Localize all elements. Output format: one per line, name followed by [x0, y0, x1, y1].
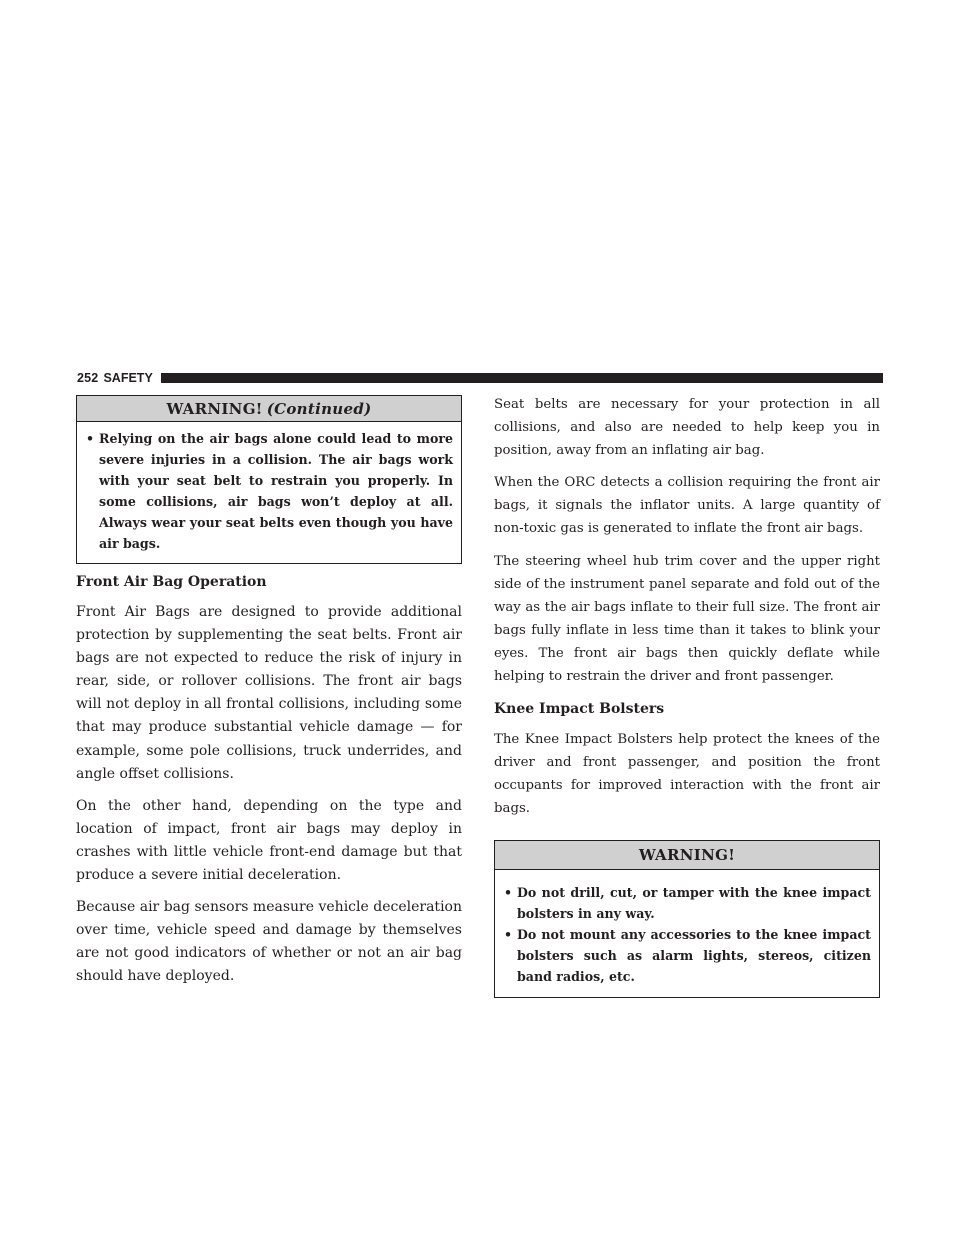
- page-header: [77, 371, 883, 385]
- warning-item: [86, 428, 453, 554]
- paragraph: Seat belts are necessary for your protection in all collisions, and also are needed to help keep you in position, away from an inflating air bag.: [494, 397, 880, 459]
- header-rule: [161, 373, 883, 383]
- paragraph: Front Air Bags are designed to provide additional protection by supplementing the seat belts. Front air bags are not expected to reduce the risk of injury in rear, side, or rollover collisions. The front air bags will not deploy in all frontal collisions, including some that may produce substantial vehicle damage — for example, some pole collisions, truck underrides, and angle offset collisions.: [76, 604, 462, 782]
- right-column: [494, 395, 880, 998]
- warning-body: [495, 870, 879, 997]
- warning-body: [77, 422, 461, 563]
- section-heading: Knee Impact Bolsters: [494, 701, 665, 718]
- section-title: SAFETY: [103, 371, 153, 385]
- warning-title: WARNING!: [638, 845, 736, 864]
- warning-heading: [77, 396, 461, 422]
- warning-item: [504, 924, 871, 987]
- bullet-glyph: •: [86, 431, 95, 446]
- warning-item-text: Relying on the air bags alone could lead to more severe injuries in a collision. The air bags work with your seat belt to restrain you properly. In some collisions, air bags won’t deploy at all. Always wear your seat belts even though you have air bags.: [99, 431, 453, 551]
- paragraph: On the other hand, depending on the type and location of impact, front air bags may deploy in crashes with little vehicle front-end damage but that produce a severe initial deceleration.: [76, 797, 462, 884]
- paragraph: The Knee Impact Bolsters help protect the knees of the driver and front passenger, and position the front occupants for improved interaction with the front air bags.: [494, 732, 880, 817]
- section-heading: Front Air Bag Operation: [76, 574, 267, 590]
- warning-box: [494, 840, 880, 998]
- page-number: 252: [77, 371, 99, 385]
- paragraph: The steering wheel hub trim cover and the upper right side of the instrument panel separate and fold out of the way as the air bags inflate to their full size. The front air bags fully inflate in less time than it takes to blink your eyes. The front air bags then quickly deflate while helping to restrain the driver and front passenger.: [494, 553, 880, 685]
- paragraph: Because air bag sensors measure vehicle deceleration over time, vehicle speed and damage by themselves are not good indicators of whether or not an air bag should have deployed.: [76, 899, 462, 985]
- left-column: [76, 395, 462, 989]
- warning-item-text: Do not mount any accessories to the knee impact bolsters such as alarm lights, stereos, citizen band radios, etc.: [517, 926, 871, 984]
- bullet-glyph: •: [504, 926, 513, 942]
- warning-box-continued: [76, 395, 462, 564]
- bullet-glyph: •: [504, 884, 513, 900]
- warning-continued-label: (Continued): [266, 400, 372, 418]
- warning-title: WARNING!: [166, 400, 263, 418]
- warning-item-text: Do not drill, cut, or tamper with the knee impact bolsters in any way.: [517, 884, 871, 921]
- warning-heading: [495, 841, 879, 870]
- warning-item: [504, 882, 871, 924]
- paragraph: When the ORC detects a collision requiring the front air bags, it signals the inflator units. A large quantity of non-toxic gas is generated to inflate the front air bags.: [494, 475, 880, 537]
